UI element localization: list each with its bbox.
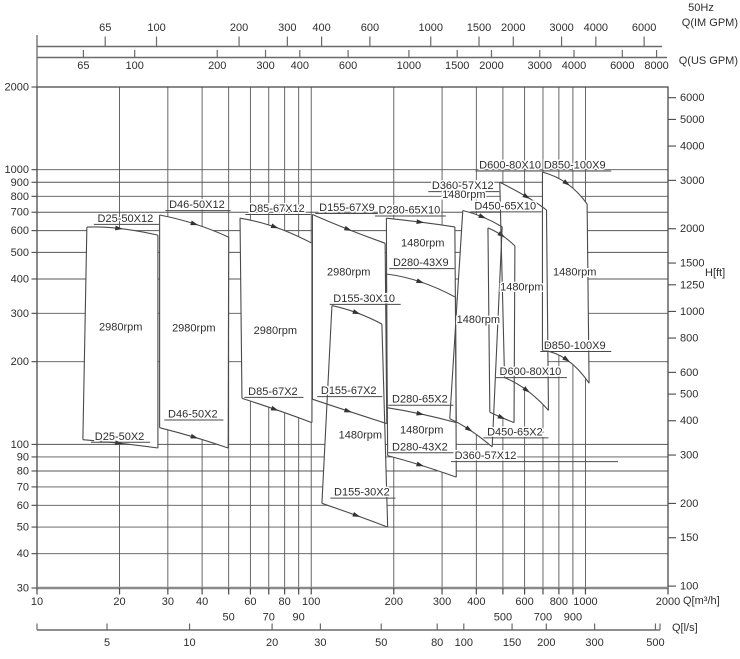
- flow-m3h-axis-title: Q[m³/h]: [683, 595, 720, 607]
- flow-m3h-tick: 900: [563, 611, 583, 624]
- head-m-tick: 700: [10, 206, 29, 219]
- rpm-label-D46-50: 2980rpm: [172, 322, 216, 335]
- head-m-tick: 50: [16, 521, 29, 534]
- pump-model-label-D155-67: D155-67X2: [320, 385, 377, 398]
- flow-m3h-tick: 800: [549, 596, 569, 608]
- pump-model-label-D155-30: D155-30X10: [333, 292, 396, 305]
- flow-m3h-axis: [31, 588, 680, 624]
- flow-ls-tick: 200: [537, 637, 556, 649]
- pump-model-label-D46-50: D46-50X12: [169, 199, 225, 212]
- us-gpm-tick: 400: [290, 60, 309, 72]
- flow-m3h-tick: 40: [195, 596, 209, 608]
- flow-m3h-tick: 200: [384, 596, 403, 608]
- rpm-label-D850-100: 1480rpm: [553, 266, 597, 279]
- head-m-tick: 200: [10, 356, 29, 369]
- pump-model-label-D850-100: D850-100X9: [543, 340, 606, 353]
- head-ft-tick: 5000: [680, 113, 705, 126]
- imperial-gpm-axis-title: Q(IM GPM): [681, 17, 738, 29]
- pump-model-label-D280-65: D280-65X2: [392, 393, 448, 406]
- flow-m3h-tick: 80: [278, 596, 291, 608]
- head-m-axis: [5, 82, 37, 595]
- head-ft-tick: 150: [680, 532, 699, 545]
- us-gpm-tick: 65: [77, 60, 90, 72]
- flow-ls-tick: 150: [502, 637, 522, 649]
- us-gpm-tick: 200: [208, 60, 227, 72]
- head-m-tick: 2000: [4, 81, 29, 94]
- flow-m3h-tick: 10: [30, 596, 44, 608]
- head-ft-axis: [668, 92, 704, 592]
- pump-envelope-fills: [83, 172, 589, 527]
- rpm-label-D280-65: 1480rpm: [400, 237, 445, 250]
- head-m-tick: 40: [16, 548, 29, 561]
- pump-model-label-D280-65: D280-65X10: [378, 204, 441, 217]
- rpm-label-D155-67: 2980rpm: [327, 266, 371, 279]
- head-ft-tick: 800: [680, 332, 699, 345]
- flow-ls-tick: 50: [375, 637, 388, 649]
- flow-m3h-tick: 90: [292, 611, 305, 624]
- im-gpm-tick: 400: [312, 22, 331, 34]
- flow-ls-axis: [37, 624, 665, 650]
- pump-model-label-D280-43: D280-43X9: [392, 257, 449, 270]
- head-ft-tick: 1000: [680, 305, 705, 318]
- head-m-tick: 800: [10, 190, 29, 203]
- head-feet-axis-title: H[ft]: [705, 267, 726, 279]
- im-gpm-tick: 600: [360, 22, 380, 34]
- head-ft-tick: 200: [680, 497, 699, 510]
- head-m-tick: 60: [16, 499, 29, 512]
- flow-ls-tick: 10: [183, 637, 196, 649]
- head-ft-tick: 6000: [680, 92, 705, 105]
- flow-m3h-tick: 30: [161, 596, 174, 608]
- im-gpm-tick: 100: [147, 22, 166, 34]
- rpm-label-D155-30: 1480rpm: [338, 429, 383, 442]
- rpm-label-D280-43: 1480rpm: [400, 424, 444, 437]
- pump-model-label-D850-100: D850-100X9: [543, 159, 606, 172]
- pump-model-label-D280-43: D280-43X2: [392, 441, 448, 454]
- head-ft-tick: 4000: [680, 140, 705, 153]
- flow-ls-tick: 5: [103, 637, 111, 649]
- rpm-label-D360-57: 1480rpm: [456, 313, 501, 326]
- head-m-tick: 70: [16, 481, 29, 494]
- rpm-label-D25-50: 2980rpm: [99, 321, 143, 334]
- head-m-tick: 900: [10, 176, 29, 189]
- us-gpm-tick: 100: [125, 60, 144, 72]
- head-ft-tick: 500: [680, 388, 699, 401]
- us-gpm-tick: 2000: [479, 60, 504, 72]
- pump-model-label-D155-67: D155-67X9: [319, 202, 375, 215]
- head-m-tick: 80: [16, 465, 29, 478]
- flow-ls-tick: 20: [265, 637, 279, 649]
- head-m-tick: 400: [10, 273, 29, 286]
- flow-m3h-tick: 50: [222, 611, 235, 624]
- pump-model-label-D85-67: D85-67X12: [249, 203, 305, 216]
- im-gpm-tick: 6000: [631, 22, 657, 34]
- pump-model-label-D600-80: D600-80X10: [479, 159, 541, 172]
- im-gpm-tick: 3000: [549, 22, 574, 34]
- pump-model-label-D360-57: D360-57X12: [431, 180, 494, 193]
- flow-ls-tick: 30: [314, 637, 327, 649]
- head-ft-tick: 100: [680, 580, 699, 593]
- im-gpm-tick: 200: [229, 22, 249, 34]
- us-gpm-tick: 600: [338, 60, 358, 72]
- flow-m3h-tick: 400: [467, 596, 486, 608]
- head-ft-tick: 300: [680, 449, 699, 462]
- rpm-label-D85-67: 2980rpm: [253, 324, 298, 337]
- flow-m3h-tick: 1000: [573, 596, 598, 608]
- head-m-tick: 500: [10, 246, 29, 259]
- pump-model-label-D46-50: D46-50X2: [168, 408, 218, 421]
- pump-model-label-D360-57: D360-57X12: [454, 450, 517, 463]
- pump-envelope-fill-D25-50: [83, 227, 158, 448]
- head-m-tick: 600: [10, 225, 29, 238]
- head-ft-tick: 1250: [680, 279, 705, 292]
- flow-m3h-tick: 500: [493, 611, 513, 624]
- flow-m3h-tick: 300: [432, 596, 452, 608]
- frequency-label: 50Hz: [688, 2, 714, 14]
- flow-m3h-tick: 70: [262, 611, 275, 624]
- im-gpm-tick: 2000: [501, 22, 526, 34]
- us-gpm-tick: 1000: [396, 60, 422, 72]
- flow-m3h-tick: 600: [515, 596, 534, 608]
- us-gpm-axis-title: Q(US GPM): [678, 55, 738, 67]
- flow-ls-tick: 80: [431, 637, 444, 649]
- flow-ls-axis-title: Q[l/s]: [672, 622, 698, 634]
- pump-model-label-D155-30: D155-30X2: [334, 486, 390, 499]
- us-gpm-tick: 3000: [527, 60, 553, 72]
- head-m-tick: 1000: [4, 164, 29, 177]
- im-gpm-tick: 1500: [466, 22, 492, 34]
- im-gpm-tick: 300: [278, 22, 297, 34]
- flow-m3h-tick: 2000: [655, 596, 681, 608]
- us-gpm-tick: 8000: [644, 60, 669, 72]
- pump-model-label-D25-50: D25-50X12: [97, 212, 154, 225]
- head-m-tick: 300: [10, 307, 29, 320]
- head-ft-tick: 400: [680, 415, 699, 428]
- head-ft-tick: 3000: [680, 174, 705, 187]
- flow-ls-tick: 500: [646, 637, 665, 649]
- us-gpm-tick: 1500: [444, 60, 470, 72]
- flow-m3h-tick: 700: [533, 611, 553, 624]
- head-m-tick: 30: [16, 582, 29, 595]
- top-gpm-axes: [37, 22, 669, 87]
- head-m-tick: 100: [10, 438, 29, 451]
- pump-model-label-D450-65: D450-65X2: [487, 426, 543, 439]
- im-gpm-tick: 65: [99, 22, 112, 34]
- flow-ls-tick: 100: [454, 637, 473, 649]
- pump-model-label-D85-67: D85-67X2: [248, 385, 298, 398]
- head-ft-tick: 1500: [680, 257, 705, 270]
- pump-model-label-D25-50: D25-50X2: [94, 430, 145, 443]
- flow-m3h-tick: 20: [113, 596, 126, 608]
- head-ft-tick: 2000: [680, 223, 705, 236]
- im-gpm-tick: 4000: [583, 22, 609, 34]
- rpm-label-D360-57: 1480rpm: [442, 189, 486, 202]
- rpm-label-D600-80: 1480rpm: [500, 281, 544, 294]
- flow-m3h-tick: 60: [244, 596, 257, 608]
- flow-ls-tick: 300: [585, 637, 604, 649]
- pump-model-label-D450-65: D450-65X10: [474, 200, 537, 213]
- head-ft-tick: 600: [680, 366, 699, 379]
- im-gpm-tick: 1000: [418, 22, 443, 34]
- pump-model-label-D600-80: D600-80X10: [499, 366, 562, 379]
- us-gpm-tick: 300: [256, 60, 275, 72]
- head-m-tick: 90: [16, 451, 29, 464]
- us-gpm-tick: 4000: [561, 60, 587, 72]
- flow-m3h-tick: 100: [302, 596, 321, 608]
- us-gpm-tick: 6000: [610, 60, 635, 72]
